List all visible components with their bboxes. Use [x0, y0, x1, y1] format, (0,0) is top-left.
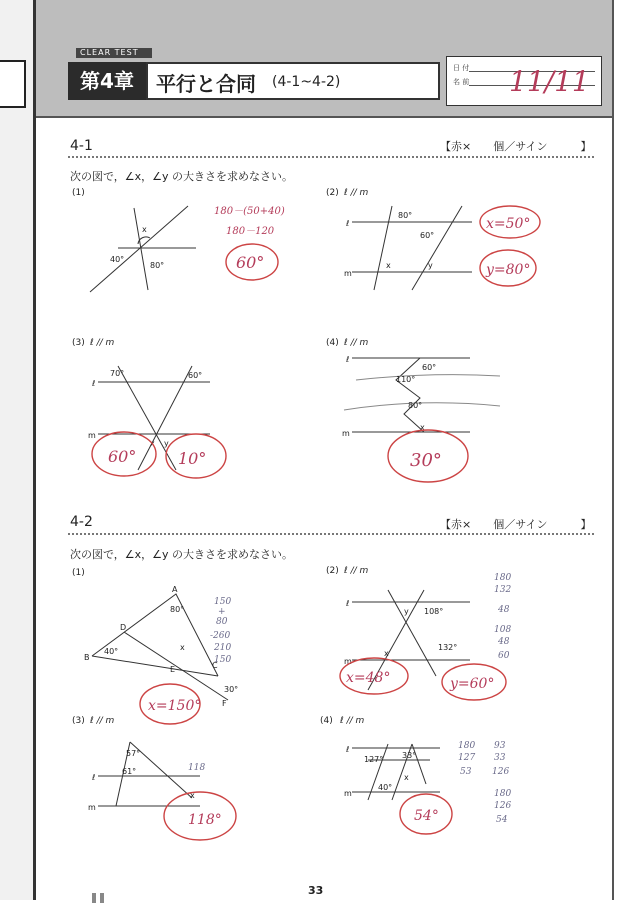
- problem-4-1-1-number: (1): [72, 188, 85, 198]
- p411-answer: 60°: [236, 253, 265, 272]
- date-label: 日 付: [453, 64, 470, 72]
- fig424-label-x: x: [404, 773, 409, 782]
- p424-answer: 54°: [414, 808, 439, 824]
- fig413-label-x: x: [150, 439, 155, 448]
- fig413-label-70: 70°: [110, 369, 125, 378]
- fig421-label-D: D: [120, 623, 127, 632]
- fig414-pencil-guide2: [356, 375, 500, 380]
- figure-4-2-4: [352, 744, 440, 800]
- fig423-label-x: x: [190, 791, 195, 800]
- fig414-label-110: 110°: [396, 375, 416, 384]
- chapter-label: 第4章: [68, 62, 146, 100]
- problem-4-1-2-number: (2): [326, 188, 339, 198]
- fig414-zigzag: [396, 358, 424, 432]
- p422-answer-y: y=60°: [450, 676, 495, 692]
- p424-work-c1: 126: [494, 801, 512, 811]
- p421-work-1: +: [218, 607, 226, 617]
- p422-work-0: 180: [494, 573, 512, 583]
- problem-4-1-4-number: (4): [326, 338, 339, 348]
- fig421-label-B: B: [84, 653, 90, 662]
- fig412-label-80: 80°: [398, 211, 413, 220]
- handwritten-date: 11/11: [509, 65, 590, 98]
- p422-work-4: 48: [498, 637, 510, 647]
- fig424-label-l: ℓ: [346, 745, 350, 754]
- fig421-label-A: A: [172, 585, 178, 594]
- p411-work1: 180－(50+40): [214, 206, 285, 217]
- fig413-label-y: y: [164, 439, 169, 448]
- p422-work-2: 48: [498, 605, 510, 615]
- p423-answer: 118°: [188, 812, 222, 828]
- problem-4-1-3-condition: ℓ // m: [90, 338, 115, 348]
- section-title-4-1: 4-1: [70, 138, 93, 154]
- fig414-label-m: m: [342, 429, 350, 438]
- problem-4-2-4-condition: ℓ // m: [340, 716, 365, 726]
- instruction-4-2: 次の図で，∠x，∠y の大きさを求めなさい。: [70, 548, 294, 561]
- page-title: 平行と合同: [156, 72, 256, 96]
- fig414-label-60: 60°: [422, 363, 437, 372]
- p424-work-b2: 126: [492, 767, 510, 777]
- fig412-left-transversal: [374, 206, 392, 290]
- problem-4-1-2-condition: ℓ // m: [344, 188, 369, 198]
- fig411-label-80: 80°: [150, 261, 165, 270]
- fig423-label-l: ℓ: [92, 773, 96, 782]
- p421-answer: x=150°: [148, 698, 202, 714]
- p413-answer-x: 60°: [108, 447, 137, 466]
- fig422-label-132: 132°: [438, 643, 458, 652]
- fig411-label-x: x: [142, 225, 147, 234]
- p414-answer: 30°: [410, 450, 442, 471]
- fig412-right-transversal: [412, 206, 462, 290]
- clear-test-badge: CLEAR TEST: [76, 48, 152, 58]
- p422-work-5: 60: [498, 651, 510, 661]
- fig424-label-127: 127°: [364, 755, 384, 764]
- problem-4-2-2-number: (2): [326, 566, 339, 576]
- p423-mark: 118: [188, 763, 206, 773]
- footer-marks: [92, 888, 110, 898]
- fig421-label-E: E: [170, 665, 176, 674]
- fig421-label-x: x: [180, 643, 185, 652]
- fig421-label-80: 80°: [170, 605, 185, 614]
- fig413-label-m: m: [88, 431, 96, 440]
- rating-4-2: 【赤× 個／サイン 】: [440, 518, 592, 531]
- p421-work-4: 210: [214, 643, 232, 653]
- fig421-label-40: 40°: [104, 647, 119, 656]
- p421-work-0: 150: [214, 597, 232, 607]
- fig411-steep-line: [134, 208, 148, 290]
- problem-4-1-4-condition: ℓ // m: [344, 338, 369, 348]
- problem-4-2-2-condition: ℓ // m: [344, 566, 369, 576]
- p411-work2: 180－120: [226, 226, 275, 237]
- fig422-label-x: x: [384, 649, 389, 658]
- name-label: 名 前: [453, 78, 470, 86]
- fig411-label-40: 40°: [110, 255, 125, 264]
- fig412-label-x: x: [386, 261, 391, 270]
- problem-4-2-4-number: (4): [320, 716, 333, 726]
- fig421-base: [92, 656, 218, 676]
- fig422-label-l: ℓ: [346, 599, 350, 608]
- p413-answer-y: 10°: [178, 449, 207, 468]
- p424-work-b1: 33: [494, 753, 506, 763]
- figure-4-2-3: [98, 742, 200, 806]
- rating-4-1: 【赤× 個／サイン 】: [440, 140, 592, 153]
- problem-4-2-3-number: (3): [72, 716, 85, 726]
- fig414-label-l: ℓ: [346, 355, 350, 364]
- figure-4-1-1: [90, 206, 196, 292]
- p424-work-c0: 180: [494, 789, 512, 799]
- fig421-label-30: 30°: [224, 685, 239, 694]
- p424-work-b0: 93: [494, 741, 506, 751]
- page-number: 33: [308, 884, 324, 897]
- fig414-label-x: x: [420, 423, 425, 432]
- fig423-label-61: 61°: [122, 767, 137, 776]
- fig413-label-l: ℓ: [92, 379, 96, 388]
- problem-4-2-3-condition: ℓ // m: [90, 716, 115, 726]
- fig424-label-40: 40°: [378, 783, 393, 792]
- fig411-diagonal-line: [90, 206, 188, 292]
- fig412-label-60: 60°: [420, 231, 435, 240]
- fig421-label-C: C: [212, 661, 218, 670]
- p424-work-c2: 54: [496, 815, 508, 825]
- fig423-label-57: 57°: [126, 749, 141, 758]
- problem-4-2-1-number: (1): [72, 568, 85, 578]
- fig422-label-108: 108°: [424, 607, 444, 616]
- section-title-4-2: 4-2: [70, 514, 93, 530]
- p422-work-3: 108: [494, 625, 512, 635]
- p424-work-a2: 53: [460, 767, 472, 777]
- p422-work-1: 132: [494, 585, 512, 595]
- p412-answer-x: x=50°: [486, 216, 531, 232]
- fig424-line-c: [412, 744, 426, 784]
- fig412-label-m: m: [344, 269, 352, 278]
- fig414-label-80: 80°: [408, 401, 423, 410]
- fig422-line-a: [388, 590, 436, 676]
- fig421-triangle-sides: [92, 594, 218, 676]
- p421-work-5: 150: [214, 655, 232, 665]
- fig421-label-F: F: [222, 699, 227, 708]
- fig424-label-33: 33°: [402, 751, 417, 760]
- fig412-label-y: y: [428, 261, 433, 270]
- p421-work-3: -260: [210, 631, 231, 641]
- fig413-label-60: 60°: [188, 371, 203, 380]
- p412-answer-y: y=80°: [486, 262, 531, 278]
- p422-answer-x: x=48°: [346, 670, 391, 686]
- page-subtitle: (4-1~4-2): [272, 74, 341, 90]
- p424-work-a1: 127: [458, 753, 476, 763]
- fig424-label-m: m: [344, 789, 352, 798]
- p421-work-2: 80: [216, 617, 228, 627]
- p424-work-a0: 180: [458, 741, 476, 751]
- fig412-label-l: ℓ: [346, 219, 350, 228]
- fig422-label-m: m: [344, 657, 352, 666]
- fig423-label-m: m: [88, 803, 96, 812]
- problem-4-1-3-number: (3): [72, 338, 85, 348]
- fig422-label-y: y: [404, 607, 409, 616]
- instruction-4-1: 次の図で，∠x，∠y の大きさを求めなさい。: [70, 170, 294, 183]
